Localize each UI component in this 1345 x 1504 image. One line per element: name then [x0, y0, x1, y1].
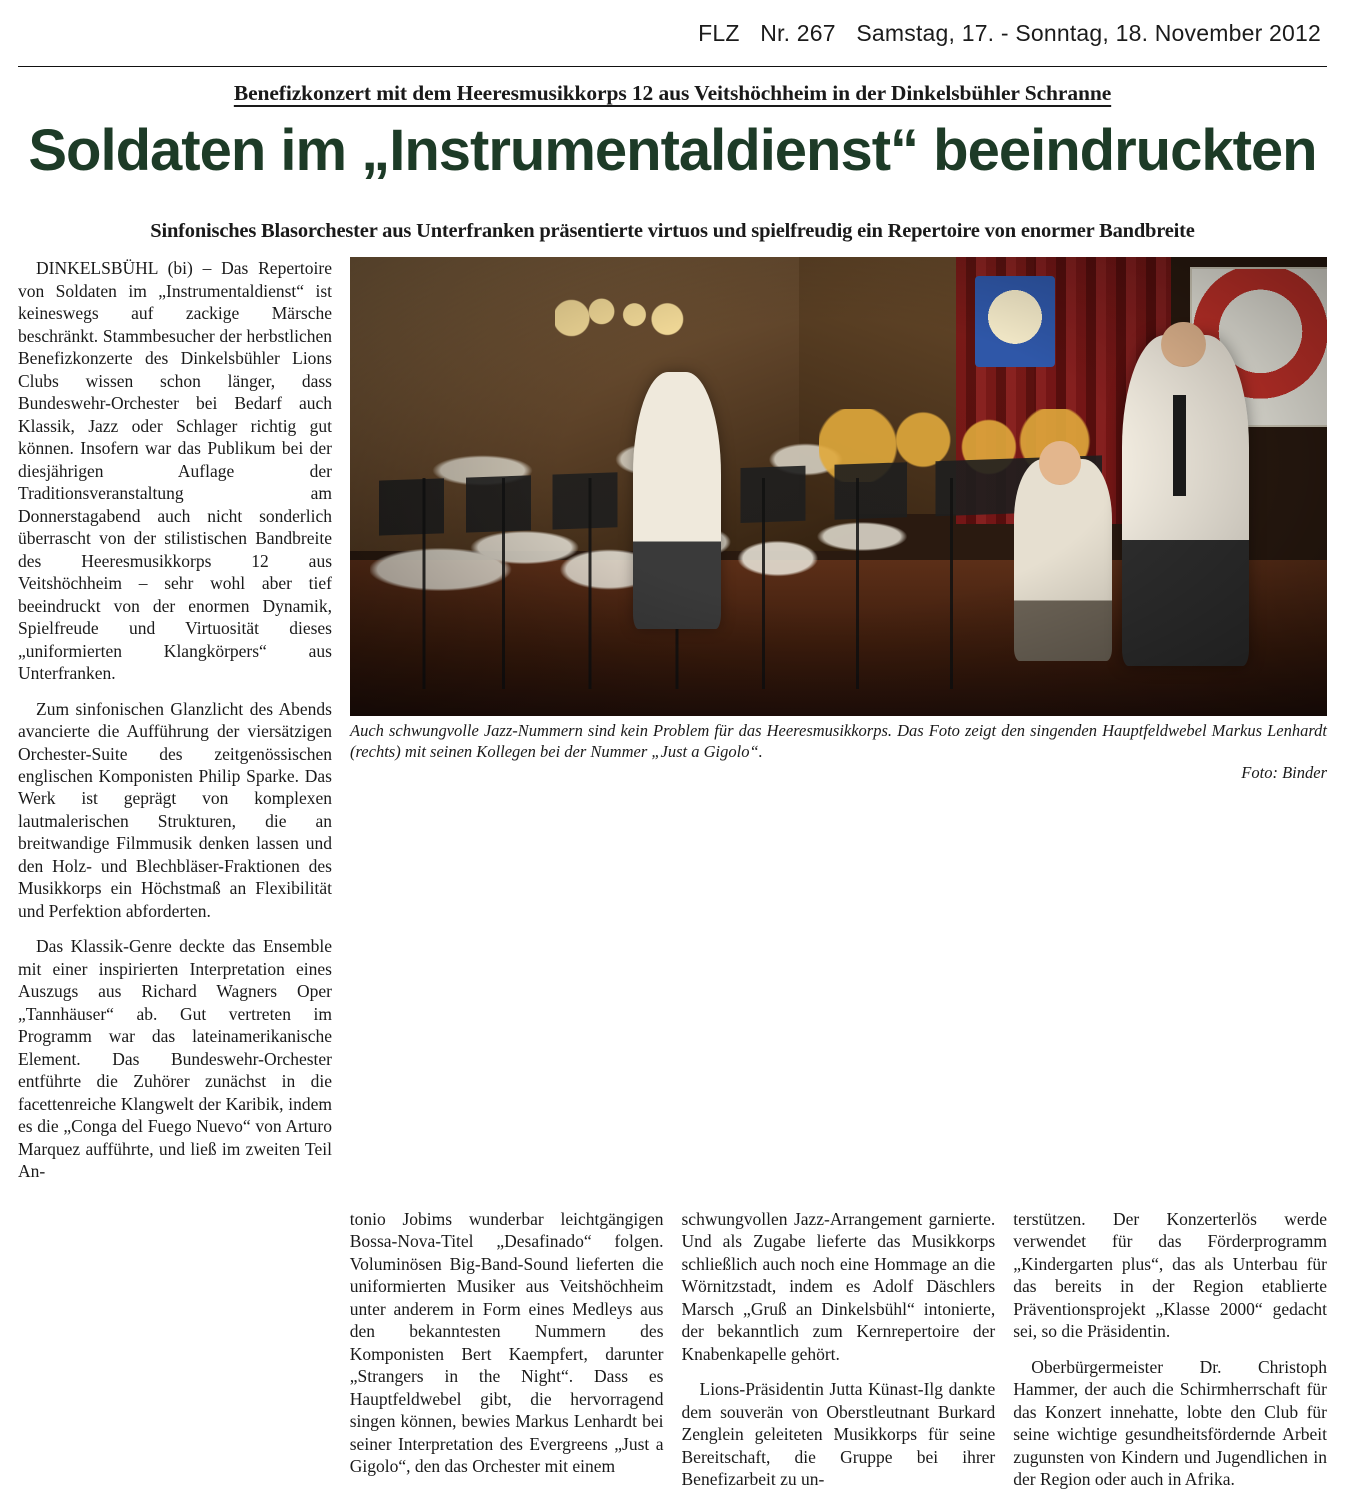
paragraph: Lions-Präsidentin Jutta Künast-Ilg dankte dem souverän von Oberstleutnant Burkard Zenglein geleiteten Musikkorps für seine Bereitschaft, die Gruppe bei ihrer Benefizarbeit zu un- — [681, 1379, 996, 1490]
paragraph: terstützen. Der Konzerterlös werde verwendet für das Förderprogramm „Kindergarten plus“, das als Unterbau für das bereits in der Region etablierte Präventionsprojekt „Klasse 2000“ gedacht sei, so die Präsidentin. — [1013, 1208, 1327, 1342]
paragraph: schwungvollen Jazz-Arrangement garnierte. Und als Zugabe lieferte das Musikkorps schließlich auch noch eine Hommage an die Wörnitzstadt, indem es Adolf Däschlers Marsch „Gruß an Dinkelsbühl“ intonierte, der bekanntlich zum Kernrepertoire der Knabenkapelle gehört. — [681, 1208, 996, 1364]
article-body — [18, 257, 1327, 1503]
paragraph: Zum sinfonischen Glanzlicht des Abends avancierte die Aufführung der viersätzigen Orchester-Suite des zeitgenössischen englischen Komponisten Philip Sparke. Das Werk ist geprägt von komplexen lautmalerischen Strukturen, die an breitwandige Filmmusik denken lassen und den Holz- und Blechbläser-Fraktionen des Musikkorps ein Höchstmaß an Flexibilität und Perfektion abforderten. — [18, 698, 332, 921]
photo-block — [350, 257, 1327, 783]
column-one-bottom — [18, 1208, 332, 1504]
column-three — [682, 1208, 996, 1504]
paragraph: DINKELSBÜHL (bi) – Das Repertoire von Soldaten im „Instrumentaldienst“ ist keineswegs auf zackige Märsche beschränkt. Stammbesucher der herbstlichen Benefizkonzerte des Dinkelsbühler Lions Clubs wissen schon länger, dass Bundeswehr-Orchester bei Bedarf auch Klassik, Jazz oder Schlager richtig gut können. Insofern war das Publikum bei der diesjährigen Auflage der Traditionsveranstaltung am Donnerstagabend auch nicht sonderlich überrascht von der stilistischen Bandbreite des Heeresmusikkorps 12 aus Veitshöchheim – sehr wohl aber tief beeindruckt von der enormen Dynamik, Spielfreude und Virtuosität dieses „uniformierten Klangkörpers“ aus Unterfranken. — [18, 258, 332, 684]
photo-credit: Foto: Binder — [1241, 763, 1327, 783]
paragraph: Das Klassik-Genre deckte das Ensemble mit einer inspirierten Interpretation eines Auszugs aus Richard Wagners Oper „Tannhäuser“ ab. Gut vertreten im Programm war das lateinamerikanische Element. Das Bundeswehr-Orchester entführte die Zuhörer zunächst in die facettenreiche Klangwelt der Karibik, indem es die „Conga del Fuego Nuevo“ von Arturo Marquez aufführte, und ließ im zweiten Teil An- — [18, 936, 332, 1182]
photo-caption: Auch schwungvolle Jazz-Nummern sind kein Problem für das Heeresmusikkorps. Das Foto zeigt den singenden Hauptfeldwebel Markus Lenhardt (rechts) mit seinen Kollegen bei der Nummer „Just a Gigolo“. — [350, 721, 1327, 761]
concert-photo — [350, 257, 1327, 716]
masthead — [18, 0, 1327, 54]
article-kicker: Benefizkonzert mit dem Heeresmusikkorps 12 aus Veitshöchheim in der Dinkelsbühler Schranne — [233, 81, 1112, 105]
masthead-divider — [18, 66, 1327, 67]
paragraph: tonio Jobims wunderbar leichtgängigen Bossa-Nova-Titel „Desafinado“ folgen. Voluminösen Big-Band-Sound lieferten die uniformierten Musiker aus Veitshöchheim unter anderem in Form eines Medleys aus den bekanntesten Nummern des Komponisten Bert Kaempfert, darunter „Strangers in the Night“. Dass es Hauptfeldwebel gibt, die hervorragend singen können, bewies Markus Lenhardt bei seiner Interpretation des Evergreens „Just a Gigolo“, den das Orchester mit einem — [349, 1208, 664, 1477]
photo-vignette — [350, 257, 1327, 716]
column-one-top — [18, 257, 332, 1195]
paragraph: Oberbürgermeister Dr. Christoph Hammer, der auch die Schirmherrschaft für das Konzert innehatte, lobte den Club für seine wichtige gesundheitsfördernde Arbeit zugunsten von Kindern und Jugendlichen in der Region oder auch in Afrika. — [1013, 1356, 1327, 1490]
article-bottom-section — [18, 1208, 1327, 1504]
column-four — [1013, 1208, 1327, 1504]
column-two — [350, 1208, 664, 1504]
article-subhead: Sinfonisches Blasorchester aus Unterfranken präsentierte virtuos und spielfreudig ein Repertoire von enormer Bandbreite — [150, 220, 1195, 243]
masthead-publication: FLZ — [698, 20, 740, 46]
masthead-date: Samstag, 17. - Sonntag, 18. November 2012 — [856, 20, 1321, 46]
masthead-issue: Nr. 267 — [760, 20, 836, 46]
page-title: Soldaten im „Instrumentaldienst“ beeindruckten — [28, 118, 1317, 183]
article-top-section — [18, 257, 1327, 1195]
